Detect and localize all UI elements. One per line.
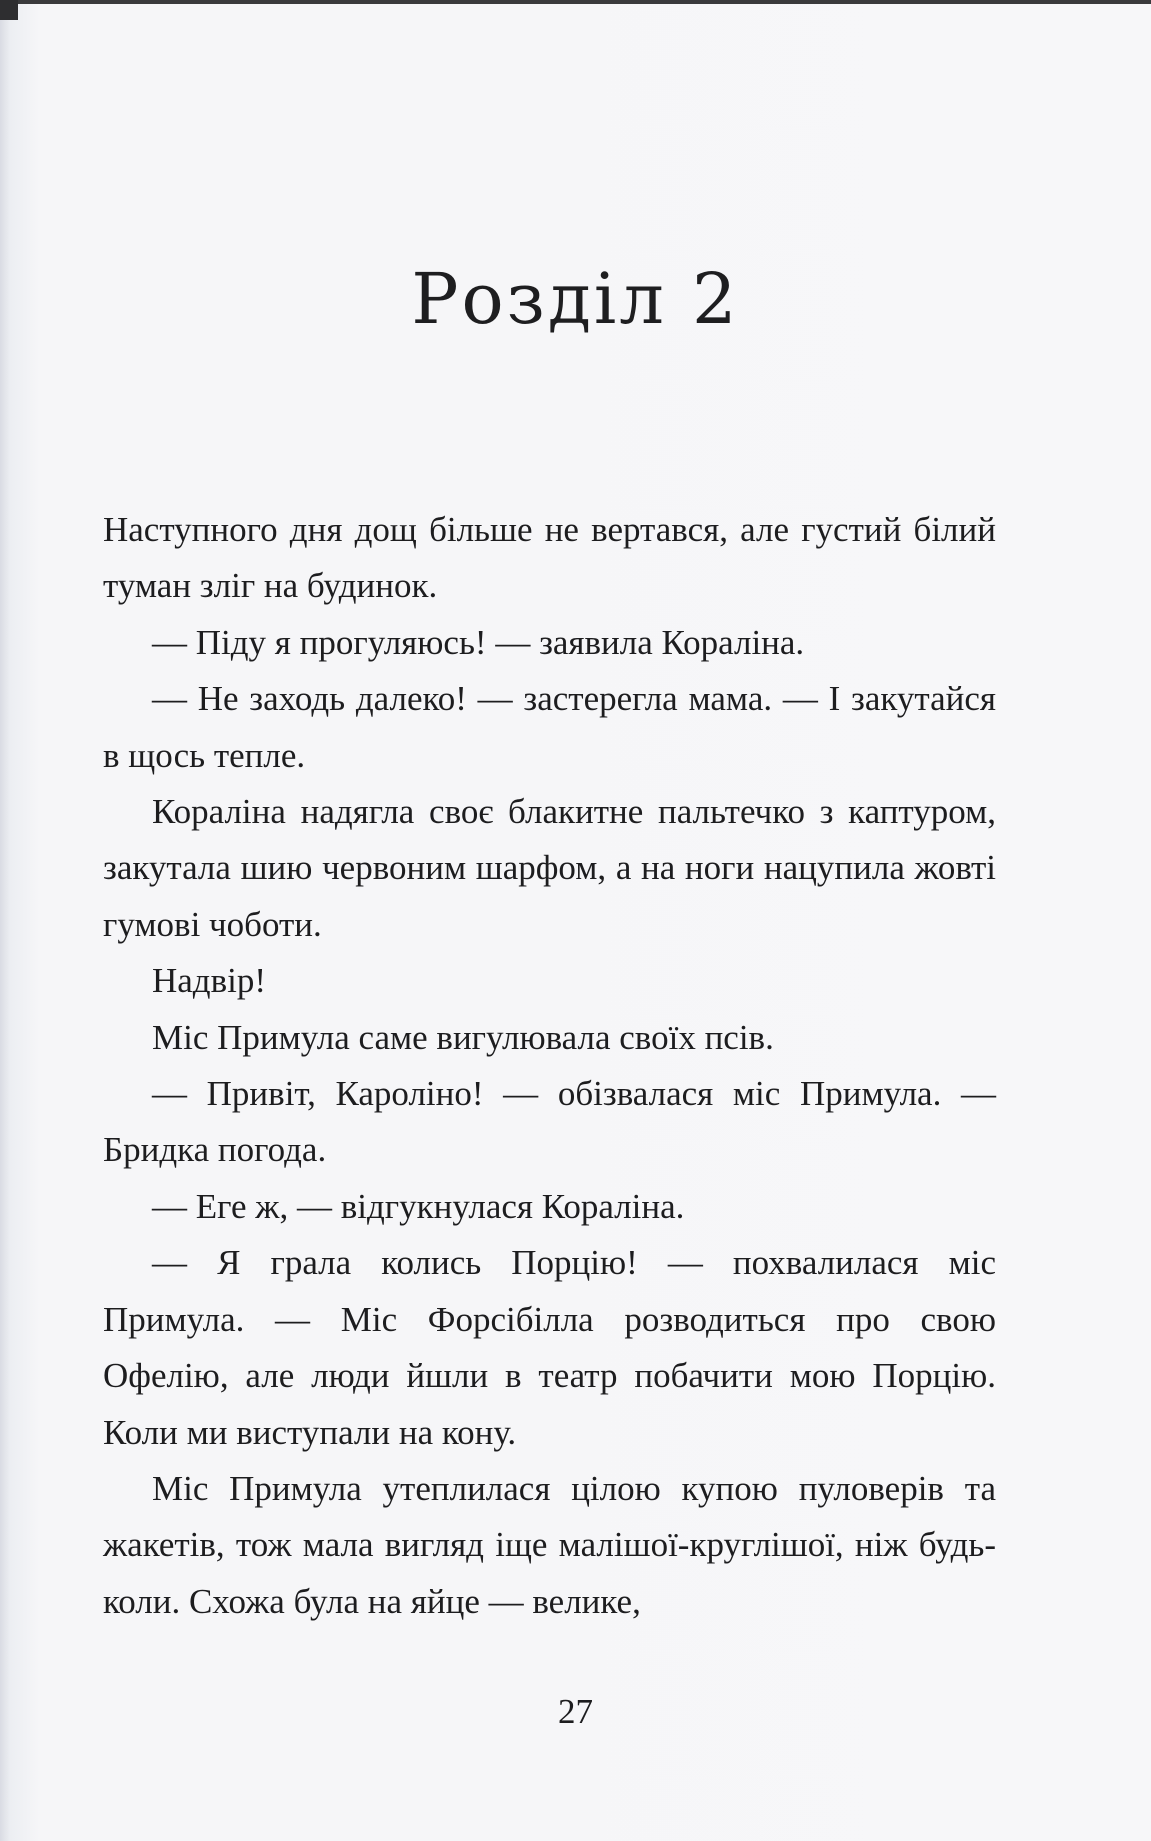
- paragraph: — Еге ж, — відгукнулася Кораліна.: [152, 1186, 685, 1226]
- paragraph: — Привіт, Кароліно! — обізвалася міс Примула. — Бридка погода.: [103, 1074, 996, 1170]
- scan-top-edge: [0, 0, 1151, 4]
- paragraph: Наступного дня дощ більше не вертався, але густий білий туман зліг на будинок.: [103, 510, 996, 606]
- scan-corner-shadow: [0, 0, 18, 20]
- paragraph: — Я грала колись Порцію! — похвалилася міс Примула. — Міс Форсібілла розводиться про свою Офелію, але люди йшли в театр побачити мою Порцію. Коли ми виступали на кону.: [103, 1243, 996, 1452]
- body-text: [103, 502, 996, 1630]
- paragraph: — Піду я прогуляюсь! — заявила Кораліна.: [152, 622, 805, 662]
- chapter-title: Розділ 2: [411, 258, 740, 340]
- paragraph: Міс Примула саме вигулювала своїх псів.: [152, 1017, 774, 1057]
- paragraph: Міс Примула утеплилася цілою купою пуловерів та жакетів, тож мала вигляд іще малішої-круглішої, ніж будь-коли. Схожа була на яйце — велике,: [103, 1468, 996, 1621]
- paragraph: Надвір!: [152, 961, 267, 1001]
- page-number: 27: [558, 1692, 593, 1731]
- paragraph: — Не заходь далеко! — застерегла мама. — І закутайся в щось тепле.: [103, 679, 996, 775]
- paragraph: Кораліна надягла своє блакитне пальтечко з каптуром, закутала шию червоним шарфом, а на ноги нацупила жовті гумові чоботи.: [103, 792, 996, 944]
